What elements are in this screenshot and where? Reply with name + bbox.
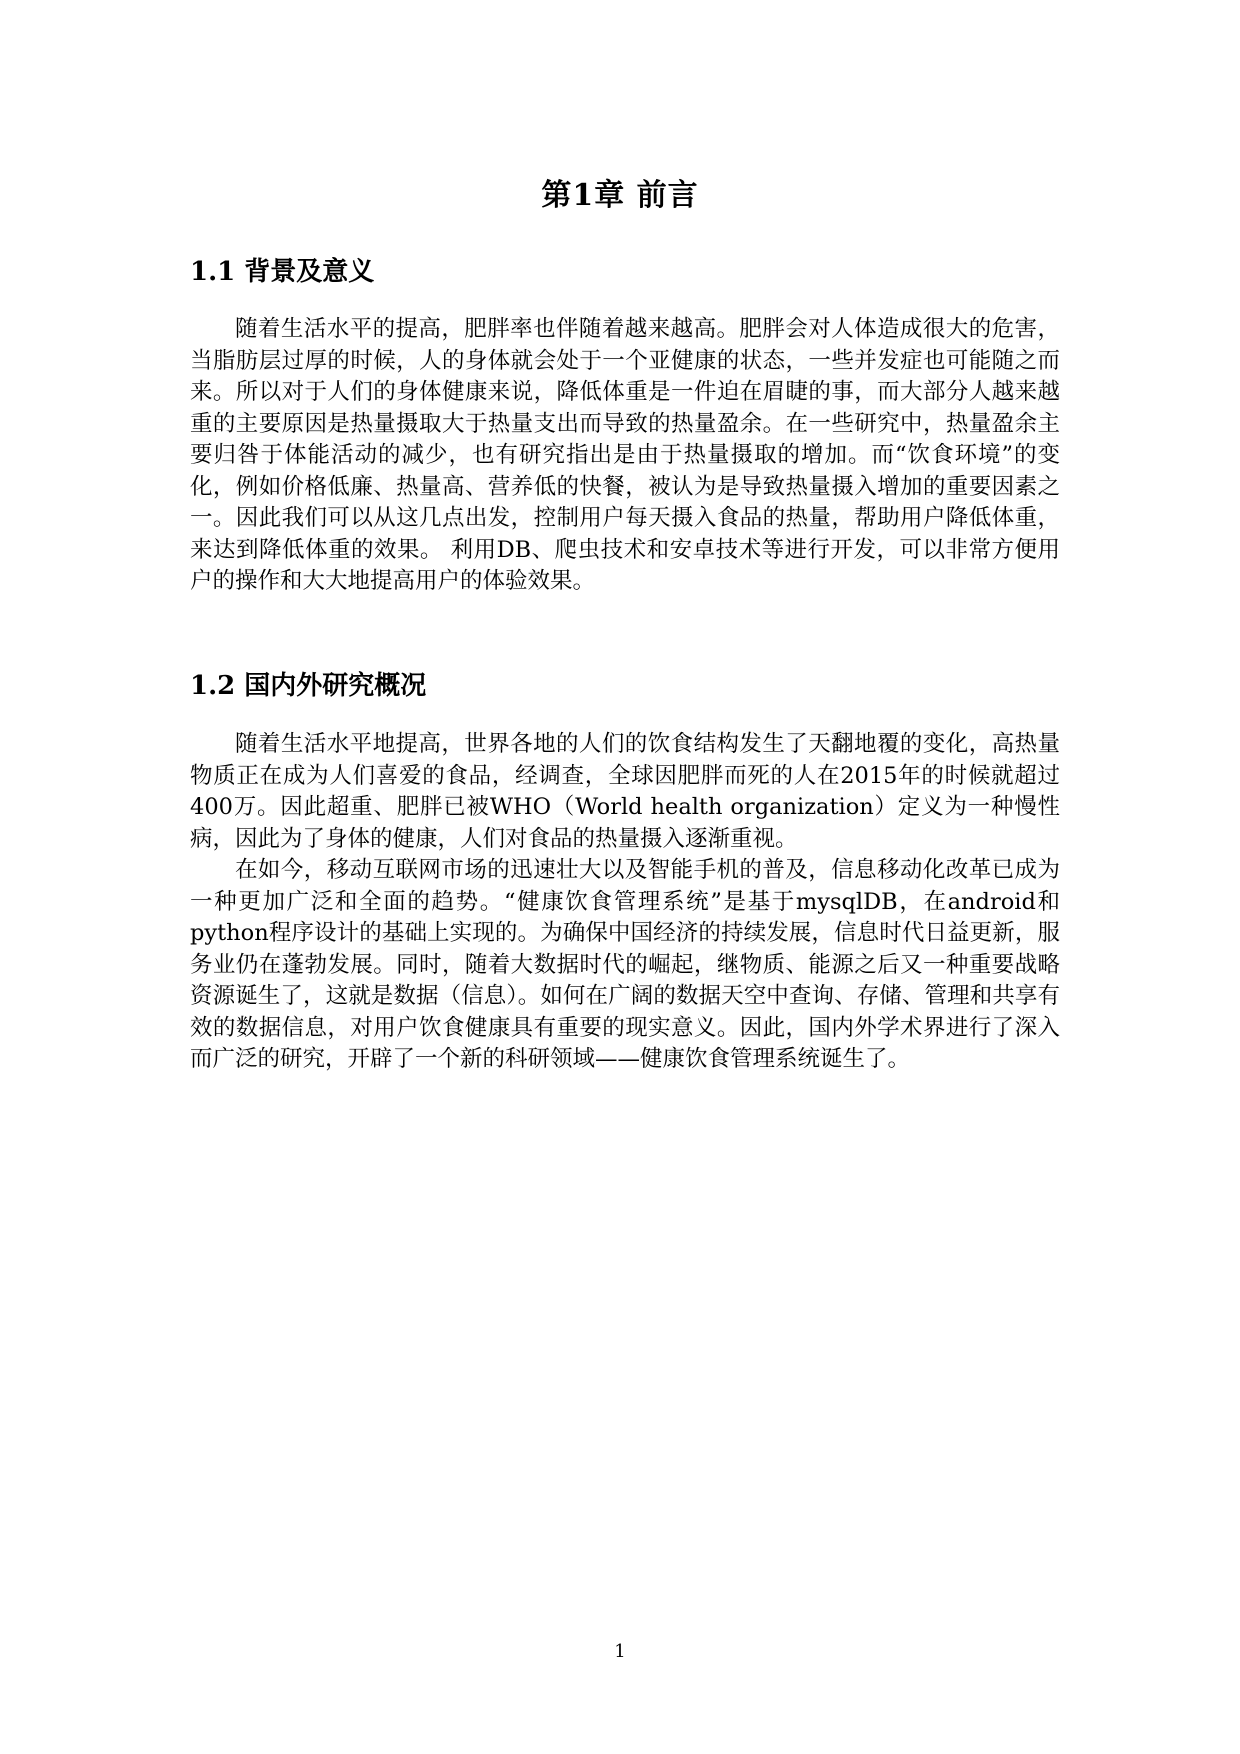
paragraph: 随着生活水平的提高，肥胖率也伴随着越来越高。肥胖会对人体造成很大的危害，当脂肪层过厚的时候，人的身体就会处于一个亚健康的状态，一些并发症也可能随之而来。所以对于人们的身体健康来说，降低体重是一件迫在眉睫的事，而大部分人越来越重的主要原因是热量摄取大于热量支出而导致的热量盈余。在一些研究中，热量盈余主要归咎于体能活动的减少，也有研究指出是由于热量摄取的增加。而“饮食环境”的变化，例如价格低廉、热量高、营养低的快餐，被认为是导致热量摄入增加的重要因素之一。因此我们可以从这几点出发，控制用户每天摄入食品的热量，帮助用户降低体重，来达到降低体重的效果。 利用DB、爬虫技术和安卓技术等进行开发，可以非常方便用户的操作和大大地提高用户的体验效果。	[190, 316, 1060, 594]
paragraph: 在如今，移动互联网市场的迅速壮大以及智能手机的普及，信息移动化改革已成为一种更加广泛和全面的趋势。“健康饮食管理系统”是基于mysqlDB，在android和python程序设计的基础上实现的。为确保中国经济的持续发展，信息时代日益更新，服务业仍在蓬勃发展。同时，随着大数据时代的崛起，继物质、能源之后又一种重要战略资源诞生了，这就是数据（信息）。如何在广阔的数据天空中查询、存储、管理和共享有效的数据信息，对用户饮食健康具有重要的现实意义。因此，国内外学术界进行了深入而广泛的研究，开辟了一个新的科研领域——健康饮食管理系统诞生了。	[190, 857, 1060, 1072]
section-heading: 1.1 背景及意义	[190, 257, 375, 287]
chapter-title: 第1章 前言	[541, 178, 699, 213]
section-background	[190, 252, 1060, 598]
paragraph: 随着生活水平地提高，世界各地的人们的饮食结构发生了天翻地覆的变化，高热量物质正在成为人们喜爱的食品，经调查，全球因肥胖而死的人在2015年的时候就超过400万。因此超重、肥胖已被WHO（World health organization）定义为一种慢性病，因此为了身体的健康，人们对食品的热量摄入逐渐重视。	[190, 731, 1060, 852]
section-research-overview	[190, 666, 1060, 1076]
section-heading: 1.2 国内外研究概况	[190, 671, 427, 701]
page-number: 1	[614, 1641, 626, 1662]
